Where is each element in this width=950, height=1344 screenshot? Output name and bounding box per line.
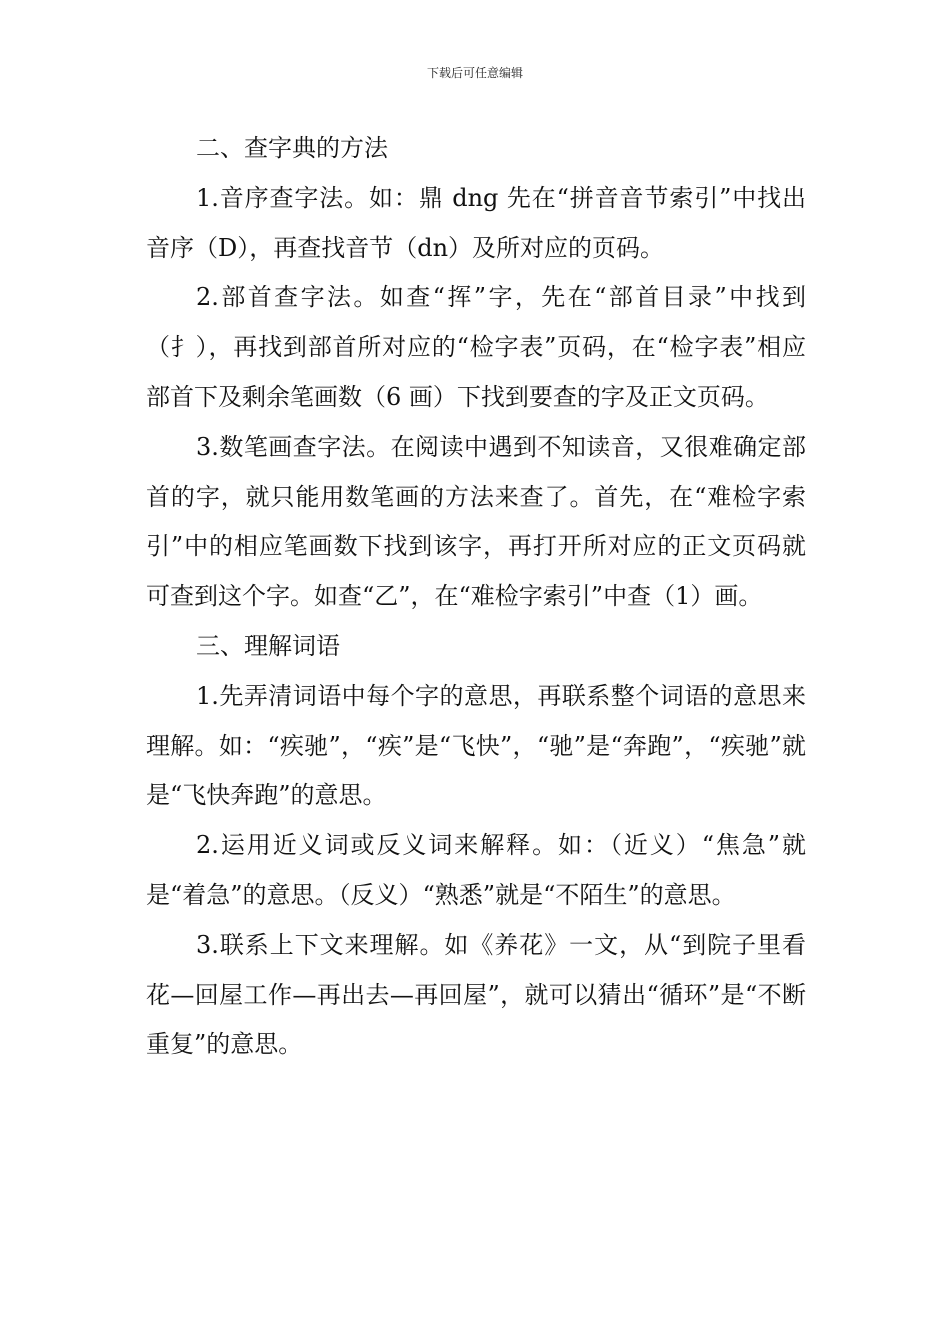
paragraph-context: 3.联系上下文来理解。如《养花》一文，从“到院子里看花—回屋工作—再出去—再回屋”，就可以猜出“循环”是“不断重复”的意思。: [146, 930, 806, 1059]
section-heading-vocabulary: 三、理解词语: [196, 631, 340, 660]
paragraph-word-meaning: 1.先弄清词语中每个字的意思，再联系整个词语的意思来理解。如：“疾驰”，“疾”是“飞快”，“驰”是“奔跑”，“疾驰”就是“飞快奔跑”的意思。: [146, 681, 806, 810]
paragraph-stroke-lookup: 3.数笔画查字法。在阅读中遇到不知读音，又很难确定部首的字，就只能用数笔画的方法来查了。首先，在“难检字索引”中的相应笔画数下找到该字，再打开所对应的正文页码就可查到这个字。如查“乙”，在“难检字索引”中查（1）画。: [146, 432, 806, 611]
section-heading-dictionary: 二、查字典的方法: [196, 134, 388, 162]
document-body: [146, 124, 806, 1070]
paragraph-radical-lookup: 2.部首查字法。如查“挥”字，先在“部首目录”中找到（扌），再找到部首所对应的“检字表”页码，在“检字表”相应部首下及剩余笔画数（6 画）下找到要查的字及正文页码。: [146, 283, 806, 411]
page-header: 下载后可任意编辑: [426, 66, 523, 80]
paragraph-synonym-antonym: 2.运用近义词或反义词来解释。如：（近义）“焦急”就是“着急”的意思。（反义）“熟悉”就是“不陌生”的意思。: [146, 831, 806, 909]
paragraph-phonetic-lookup: 1.音序查字法。如：鼎 dng 先在“拼音音节索引”中找出音序（D），再查找音节（dn）及所对应的页码。: [146, 183, 806, 262]
